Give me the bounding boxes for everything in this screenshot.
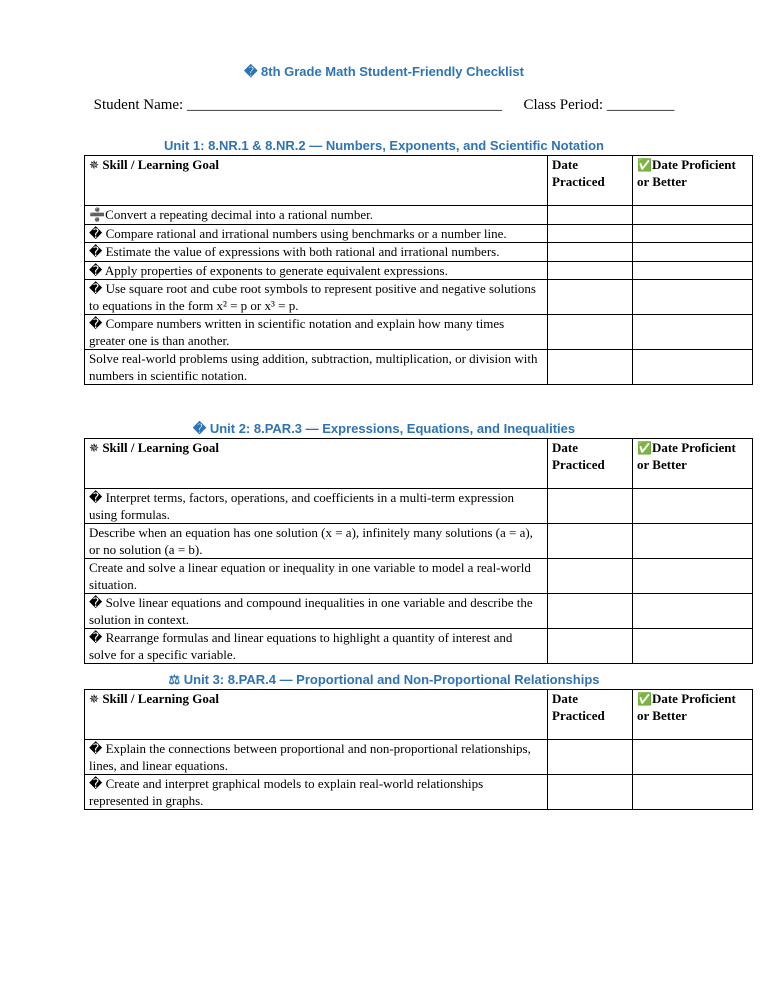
date-practiced-cell[interactable] bbox=[548, 224, 633, 243]
class-period-label: Class Period: _________ bbox=[523, 97, 675, 113]
check-icon: ✅ bbox=[637, 158, 652, 172]
page-title: � 8th Grade Math Student-Friendly Checklist bbox=[244, 64, 524, 79]
date-proficient-cell[interactable] bbox=[633, 594, 753, 629]
date-practiced-cell[interactable] bbox=[548, 559, 633, 594]
date-proficient-header: ✅Date Proficient or Better bbox=[633, 690, 753, 740]
skill-cell: � Compare numbers written in scientific notation and explain how many times greater one is than another. bbox=[85, 315, 548, 350]
date-proficient-cell[interactable] bbox=[633, 629, 753, 664]
unit-3-heading: ⚖ Unit 3: 8.PAR.4 — Proportional and Non-Proportional Relationships bbox=[168, 672, 600, 687]
date-proficient-cell[interactable] bbox=[633, 740, 753, 775]
check-icon: ✅ bbox=[637, 441, 652, 455]
date-proficient-cell[interactable] bbox=[633, 206, 753, 225]
table-header-row bbox=[85, 690, 753, 740]
date-proficient-cell[interactable] bbox=[633, 350, 753, 385]
date-proficient-cell[interactable] bbox=[633, 224, 753, 243]
skill-cell: � Estimate the value of expressions with both rational and irrational numbers. bbox=[85, 243, 548, 262]
skill-cell: � Rearrange formulas and linear equations to highlight a quantity of interest and solve for a specific variable. bbox=[85, 629, 548, 664]
table-row bbox=[85, 594, 753, 629]
unit-3-table bbox=[84, 689, 753, 810]
date-proficient-cell[interactable] bbox=[633, 261, 753, 280]
student-name-label: Student Name: __________________________________________ bbox=[93, 97, 502, 113]
skill-cell: � Apply properties of exponents to generate equivalent expressions. bbox=[85, 261, 548, 280]
check-icon: ✅ bbox=[637, 692, 652, 706]
unit-2-table bbox=[84, 438, 753, 664]
date-practiced-cell[interactable] bbox=[548, 594, 633, 629]
table-row bbox=[85, 775, 753, 810]
skill-cell: � Create and interpret graphical models to explain real-world relationships represented in graphs. bbox=[85, 775, 548, 810]
skill-header: ✵ Skill / Learning Goal bbox=[85, 690, 548, 740]
student-info-line bbox=[0, 97, 768, 114]
table-row bbox=[85, 559, 753, 594]
date-proficient-cell[interactable] bbox=[633, 775, 753, 810]
date-practiced-cell[interactable] bbox=[548, 629, 633, 664]
date-practiced-cell[interactable] bbox=[548, 261, 633, 280]
date-practiced-header: Date Practiced bbox=[548, 439, 633, 489]
skill-cell: Describe when an equation has one solution (x = a), infinitely many solutions (a = a), or no solution (a = b). bbox=[85, 524, 548, 559]
skill-cell: Create and solve a linear equation or inequality in one variable to model a real-world situation. bbox=[85, 559, 548, 594]
date-practiced-header: Date Practiced bbox=[548, 690, 633, 740]
table-row bbox=[85, 280, 753, 315]
table-header-row bbox=[85, 439, 753, 489]
table-row bbox=[85, 524, 753, 559]
date-proficient-cell[interactable] bbox=[633, 280, 753, 315]
skill-cell: � Explain the connections between proportional and non-proportional relationships, lines, and linear equations. bbox=[85, 740, 548, 775]
table-row bbox=[85, 243, 753, 262]
date-proficient-cell[interactable] bbox=[633, 524, 753, 559]
skill-header: ✵ Skill / Learning Goal bbox=[85, 156, 548, 206]
unit-1-heading: Unit 1: 8.NR.1 & 8.NR.2 — Numbers, Exponents, and Scientific Notation bbox=[164, 138, 604, 153]
date-practiced-cell[interactable] bbox=[548, 243, 633, 262]
star-icon: ✵ bbox=[89, 158, 100, 172]
table-row bbox=[85, 206, 753, 225]
unit-2-heading: � Unit 2: 8.PAR.3 — Expressions, Equations, and Inequalities bbox=[192, 421, 576, 436]
date-practiced-cell[interactable] bbox=[548, 280, 633, 315]
skill-cell: � Use square root and cube root symbols to represent positive and negative solutions to equations in the form x² = p or x³ = p. bbox=[85, 280, 548, 315]
skill-cell: Solve real-world problems using addition, subtraction, multiplication, or division with numbers in scientific notation. bbox=[85, 350, 548, 385]
table-row bbox=[85, 315, 753, 350]
table-row bbox=[85, 224, 753, 243]
date-proficient-cell[interactable] bbox=[633, 315, 753, 350]
skill-header: ✵ Skill / Learning Goal bbox=[85, 439, 548, 489]
skill-cell: � Compare rational and irrational numbers using benchmarks or a number line. bbox=[85, 224, 548, 243]
skill-cell: � Interpret terms, factors, operations, and coefficients in a multi-term expression using formulas. bbox=[85, 489, 548, 524]
date-practiced-cell[interactable] bbox=[548, 489, 633, 524]
skill-cell: ➗Convert a repeating decimal into a rational number. bbox=[85, 206, 548, 225]
table-row bbox=[85, 489, 753, 524]
date-practiced-cell[interactable] bbox=[548, 740, 633, 775]
table-row bbox=[85, 629, 753, 664]
date-practiced-header: Date Practiced bbox=[548, 156, 633, 206]
table-row bbox=[85, 740, 753, 775]
star-icon: ✵ bbox=[89, 441, 100, 455]
unit-1-table bbox=[84, 155, 753, 385]
skill-cell: � Solve linear equations and compound inequalities in one variable and describe the solution in context. bbox=[85, 594, 548, 629]
table-row bbox=[85, 261, 753, 280]
date-practiced-cell[interactable] bbox=[548, 775, 633, 810]
table-row bbox=[85, 350, 753, 385]
date-proficient-cell[interactable] bbox=[633, 559, 753, 594]
date-proficient-cell[interactable] bbox=[633, 243, 753, 262]
table-header-row bbox=[85, 156, 753, 206]
date-proficient-header: ✅Date Proficient or Better bbox=[633, 156, 753, 206]
date-practiced-cell[interactable] bbox=[548, 350, 633, 385]
date-proficient-header: ✅Date Proficient or Better bbox=[633, 439, 753, 489]
date-practiced-cell[interactable] bbox=[548, 524, 633, 559]
star-icon: ✵ bbox=[89, 692, 100, 706]
date-practiced-cell[interactable] bbox=[548, 206, 633, 225]
date-practiced-cell[interactable] bbox=[548, 315, 633, 350]
date-proficient-cell[interactable] bbox=[633, 489, 753, 524]
